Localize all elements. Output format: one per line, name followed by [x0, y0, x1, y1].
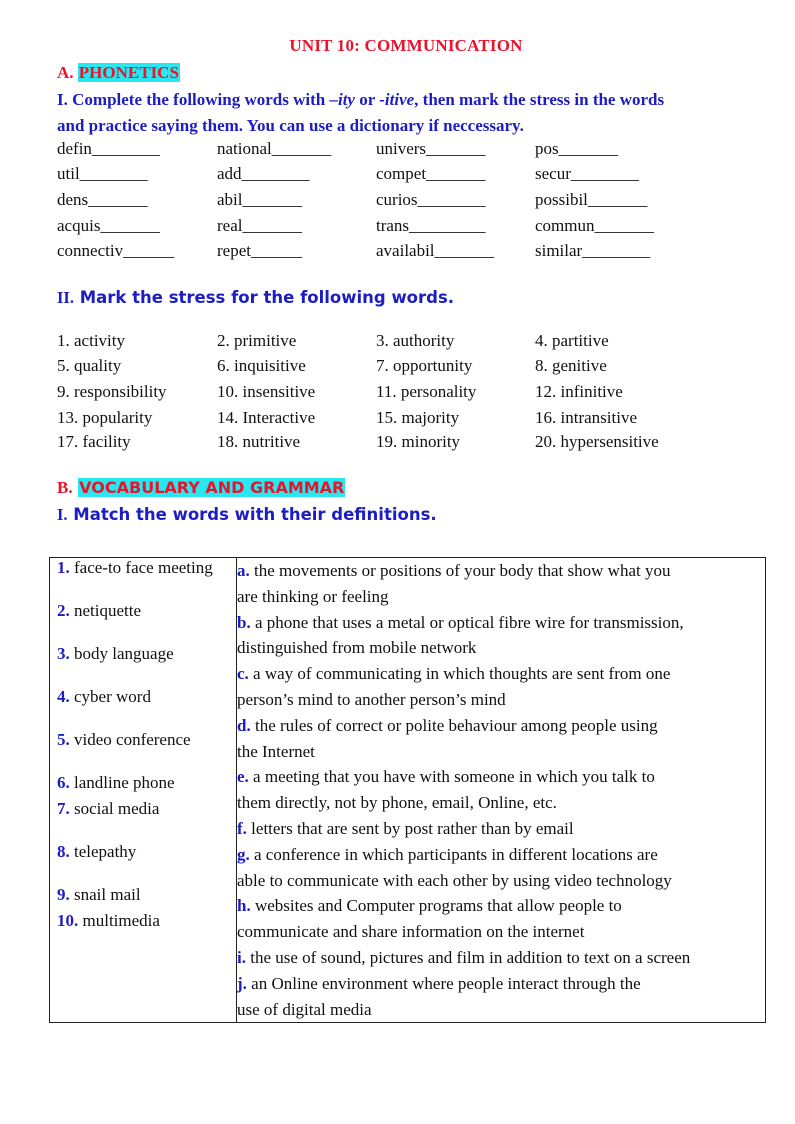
- term-number: 6.: [57, 773, 70, 792]
- part-a2-text: Mark the stress for the following words.: [73, 288, 455, 307]
- word-item: 14. Interactive: [217, 408, 316, 427]
- part-a1-text-after: , then mark the stress in the words: [414, 90, 665, 109]
- term-number: 1.: [57, 558, 70, 577]
- unit-title: UNIT 10: COMMUNICATION: [289, 36, 523, 55]
- definition-text: the movements or positions of your body that show what you: [249, 561, 671, 580]
- grid-row: [57, 190, 777, 214]
- definition-text: websites and Computer programs that allow people to: [250, 896, 622, 916]
- term-item: [57, 730, 191, 750]
- definition-line: [237, 584, 765, 610]
- term-number: 9.: [57, 885, 70, 904]
- term-number: 4.: [57, 687, 70, 706]
- word-item: national_______: [217, 139, 332, 158]
- definition-line: [237, 868, 765, 894]
- word-item: 11. personality: [376, 382, 477, 401]
- definition-line: [237, 661, 765, 687]
- section-a-heading: [57, 63, 180, 83]
- word-item: acquis_______: [57, 216, 160, 235]
- term-number: 5.: [57, 730, 70, 749]
- word-item: 6. inquisitive: [217, 356, 306, 375]
- definition-text: the rules of correct or polite behaviour among people using: [250, 715, 658, 735]
- word-item: 9. responsibility: [57, 382, 167, 401]
- matching-table: [49, 557, 766, 1023]
- word-item: curios________: [376, 190, 486, 209]
- part-b1-instruction: [57, 505, 437, 525]
- term-text: snail mail: [69, 885, 141, 904]
- definition-letter: b.: [237, 612, 251, 632]
- definition-line: [237, 842, 765, 868]
- part-a1-text-before: Complete the following words with: [67, 90, 330, 109]
- term-item: [57, 799, 159, 819]
- suffix-ity: –ity: [329, 90, 355, 109]
- term-item: [57, 558, 213, 578]
- word-item: dens_______: [57, 190, 148, 209]
- part-a1-number: I.: [57, 90, 68, 109]
- word-item: 17. facility: [57, 432, 131, 451]
- word-item: 13. popularity: [57, 408, 153, 427]
- word-item: possibil_______: [535, 190, 648, 209]
- word-item: commun_______: [535, 216, 654, 235]
- part-b1-number: I.: [57, 505, 68, 524]
- part-b1-text: Match the words with their definitions.: [67, 505, 437, 524]
- word-item: compet_______: [376, 164, 486, 183]
- word-item: 10. insensitive: [217, 382, 316, 401]
- term-number: 3.: [57, 644, 70, 663]
- definition-letter: d.: [237, 715, 251, 735]
- definition-letter: a.: [237, 561, 250, 580]
- definition-text: an Online environment where people interact through the: [246, 973, 641, 993]
- term-number: 7.: [57, 799, 70, 818]
- grid-row: [57, 331, 777, 355]
- definition-line: [237, 971, 765, 997]
- word-item: abil_______: [217, 190, 302, 209]
- term-item: [57, 687, 151, 707]
- definition-text: person’s mind to another person’s mind: [237, 689, 506, 709]
- definition-line: [237, 997, 765, 1023]
- definition-letter: i.: [237, 947, 246, 967]
- definition-line: [237, 893, 765, 919]
- word-item: real_______: [217, 216, 302, 235]
- definition-line: [237, 687, 765, 713]
- term-item: [57, 842, 136, 862]
- definition-line: [237, 635, 765, 661]
- definition-line: [237, 816, 765, 842]
- word-item: 7. opportunity: [376, 356, 473, 375]
- part-a1-instruction: [57, 87, 757, 138]
- term-item: [57, 911, 160, 931]
- term-text: cyber word: [69, 687, 151, 706]
- definition-letter: h.: [237, 896, 251, 916]
- terms-column: [50, 558, 237, 1023]
- word-item: 3. authority: [376, 331, 455, 350]
- grid-row: [57, 356, 777, 380]
- word-item: repet______: [217, 241, 302, 260]
- word-item: 5. quality: [57, 356, 122, 375]
- grid-row: [57, 432, 777, 456]
- term-number: 2.: [57, 601, 70, 620]
- grid-row: [57, 216, 777, 240]
- term-item: [57, 644, 174, 664]
- grid-row: [57, 139, 777, 163]
- definition-line: [237, 945, 765, 971]
- word-item: similar________: [535, 241, 651, 260]
- definition-line: [237, 739, 765, 765]
- definition-line: [237, 610, 765, 636]
- definition-text: a way of communicating in which thoughts are sent from one: [248, 664, 671, 684]
- word-item: 8. genitive: [535, 356, 607, 375]
- definition-letter: e.: [237, 767, 249, 787]
- term-text: body language: [69, 644, 174, 663]
- grid-row: [57, 382, 777, 406]
- definition-text: them directly, not by phone, email, Online, etc.: [237, 793, 557, 813]
- word-item: util________: [57, 164, 148, 183]
- grid-row: [57, 164, 777, 188]
- term-text: social media: [69, 799, 160, 818]
- section-b-label: VOCABULARY AND GRAMMAR: [79, 478, 345, 497]
- definition-text: the use of sound, pictures and film in addition to text on a screen: [245, 947, 691, 967]
- word-item: secur________: [535, 164, 639, 183]
- definitions-column: [237, 558, 766, 1023]
- word-item: 16. intransitive: [535, 408, 637, 427]
- term-item: [57, 601, 141, 621]
- part-a2-instruction: [57, 288, 454, 308]
- definition-line: [237, 713, 765, 739]
- part-a2-number: II.: [57, 288, 74, 307]
- definition-line: [237, 790, 765, 816]
- definition-line: [237, 919, 765, 945]
- term-text: landline phone: [69, 773, 175, 792]
- term-text: video conference: [69, 730, 191, 749]
- term-number: 10.: [57, 911, 79, 930]
- section-b-heading: [57, 478, 345, 498]
- word-item: 15. majority: [376, 408, 460, 427]
- definition-text: the Internet: [237, 741, 315, 761]
- word-item: trans_________: [376, 216, 486, 235]
- definition-text: communicate and share information on the internet: [237, 922, 585, 942]
- word-item: 1. activity: [57, 331, 125, 350]
- definition-letter: j.: [237, 973, 247, 993]
- term-text: face-to face meeting: [69, 558, 213, 577]
- definition-text: use of digital media: [237, 999, 372, 1019]
- word-item: 2. primitive: [217, 331, 297, 350]
- definition-text: a phone that uses a metal or optical fibre wire for transmission,: [250, 612, 684, 632]
- word-item: defin________: [57, 139, 160, 158]
- definition-text: able to communicate with each other by using video technology: [237, 870, 672, 890]
- section-a-letter: A.: [57, 63, 74, 82]
- word-item: connectiv______: [57, 241, 175, 260]
- part-a1-or: or: [354, 90, 380, 109]
- definition-text: letters that are sent by post rather than by email: [246, 818, 574, 838]
- definition-line: [237, 764, 765, 790]
- word-item: 4. partitive: [535, 331, 609, 350]
- word-item: add________: [217, 164, 310, 183]
- section-b-letter: B.: [57, 478, 73, 497]
- word-item: 19. minority: [376, 432, 461, 451]
- word-item: 20. hypersensitive: [535, 432, 659, 451]
- definition-text: a meeting that you have with someone in which you talk to: [248, 767, 655, 787]
- word-item: availabil_______: [376, 241, 495, 260]
- section-a-label: PHONETICS: [78, 63, 179, 82]
- definition-letter: g.: [237, 844, 250, 864]
- definition-letter: f.: [237, 818, 247, 838]
- suffix-itive: -itive: [379, 90, 415, 109]
- part-a1-line2: and practice saying them. You can use a dictionary if neccessary.: [57, 115, 524, 135]
- grid-row: [57, 241, 777, 265]
- term-text: multimedia: [78, 911, 160, 930]
- definition-text: a conference in which participants in different locations are: [249, 844, 658, 864]
- word-item: univers_______: [376, 139, 486, 158]
- term-item: [57, 885, 141, 905]
- word-item: 18. nutritive: [217, 432, 301, 451]
- term-text: netiquette: [69, 601, 142, 620]
- grid-row: [57, 408, 777, 432]
- word-item: 12. infinitive: [535, 382, 623, 401]
- term-text: telepathy: [69, 842, 137, 861]
- definition-text: distinguished from mobile network: [237, 638, 477, 658]
- definition-line: [237, 558, 765, 584]
- definition-letter: c.: [237, 664, 249, 684]
- definition-text: are thinking or feeling: [237, 586, 389, 606]
- term-item: [57, 773, 175, 793]
- term-number: 8.: [57, 842, 70, 861]
- word-item: pos_______: [535, 139, 619, 158]
